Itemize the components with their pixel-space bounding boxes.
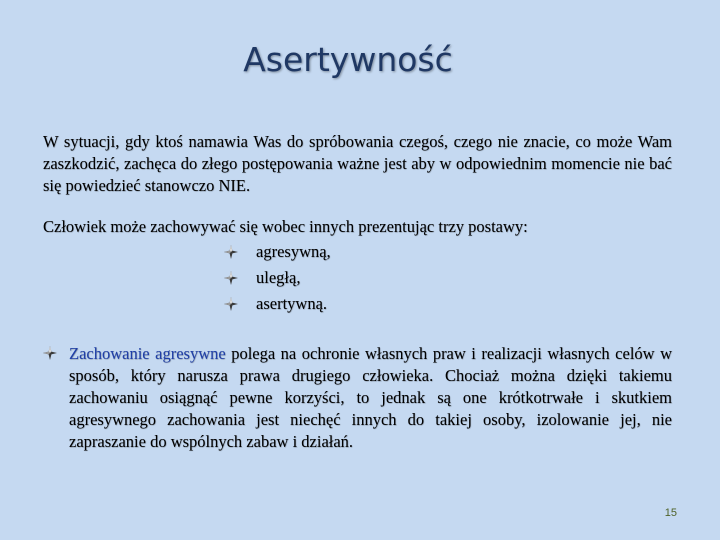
page-number: 15: [664, 507, 677, 519]
aggressive-behavior-item: [43, 343, 672, 453]
paragraph-aggressive-behavior: [69, 343, 672, 453]
highlighted-term: Zachowanie agresywne: [69, 344, 226, 363]
four-point-star-bullet-icon: [224, 271, 238, 285]
slide-title: Asertywność: [243, 40, 453, 79]
list-item: [224, 291, 331, 317]
four-point-star-bullet-icon: [224, 245, 238, 259]
list-item: [224, 239, 331, 265]
paragraph-refusal: W sytuacji, gdy ktoś namawia Was do spróbowania czegoś, czego nie znacie, co może Wam zaszkodzić, zachęca do złego postępowania ważne jest aby w odpowiednim momencie nie bać się powiedzieć stanowczo NIE.: [43, 132, 672, 195]
stance-label: uległą,: [256, 268, 301, 287]
four-point-star-bullet-icon: [43, 346, 57, 360]
stance-label: agresywną,: [256, 242, 331, 261]
paragraph-body: polega na ochronie własnych praw i realizacji własnych celów w sposób, który narusza prawa drugiego człowieka. Chociaż można dzięki takiemu zachowaniu osiągnąć pewne korzyści, to jednak są one krótkotrwałe i skutkiem agresywnego zachowania jest niechęć innych do takiej osoby, izolowanie jej, nie zapraszanie do wspólnych zabaw i działań.: [69, 344, 672, 451]
paragraph-intro: Człowiek może zachowywać się wobec innych prezentując trzy postawy:: [43, 217, 528, 236]
stance-list: [224, 239, 331, 317]
list-item: [224, 265, 331, 291]
four-point-star-bullet-icon: [224, 297, 238, 311]
stance-label: asertywną.: [256, 294, 328, 313]
